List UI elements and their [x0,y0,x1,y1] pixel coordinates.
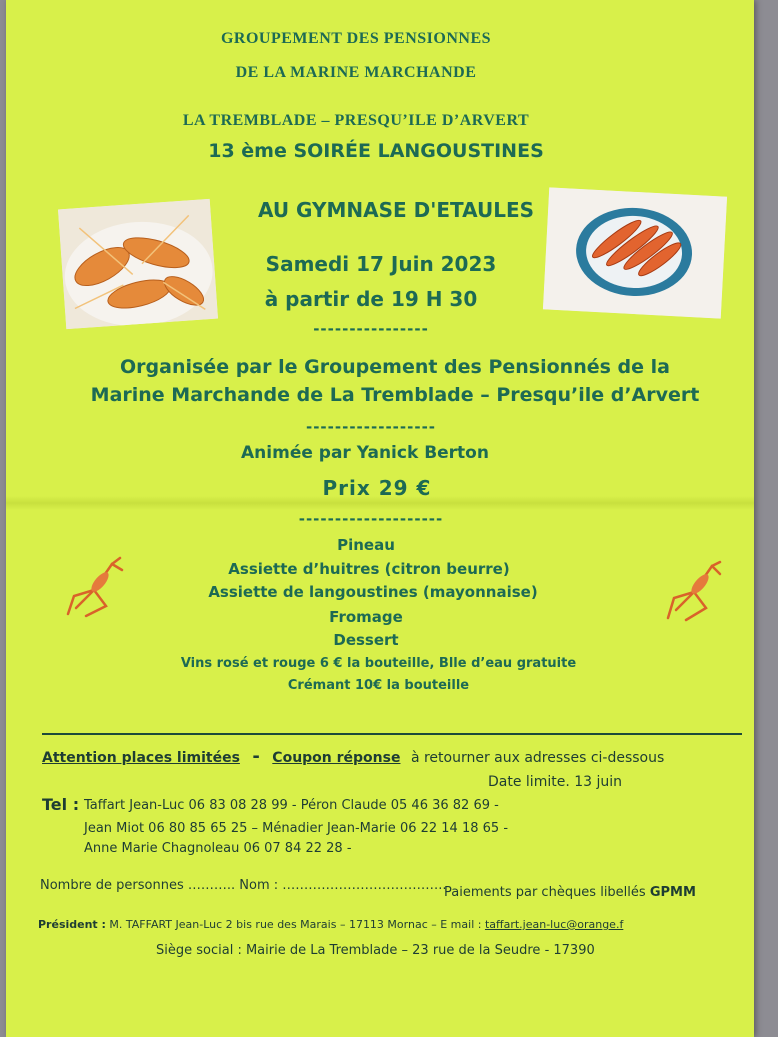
price: Prix 29 € [322,476,432,500]
coupon-separator [42,733,742,735]
header-line-1: GROUPEMENT DES PENSIONNES [220,30,492,47]
separator-2: ------------------ [305,418,437,436]
tel-line-2: Jean Miot 06 80 85 65 25 – Ménadier Jean-Marie 06 22 14 18 65 - [84,821,509,836]
deadline: Date limite. 13 juin [488,774,623,790]
return-text: à retourner aux adresses ci-dessous [410,750,665,766]
tel-line-3: Anne Marie Chagnoleau 06 07 84 22 28 - [84,841,352,856]
wine-line: Vins rosé et rouge 6 € la bouteille, Blle d’eau gratuite [180,656,577,671]
persons-field[interactable]: Nombre de personnes ……….. Nom : ……………………………….. [40,878,447,893]
attention-text: Attention places limitées [42,750,240,766]
flyer-sheet [6,0,754,1037]
dash-separator: - [252,746,260,767]
header-line-2: DE LA MARINE MARCHANDE [235,64,477,81]
payment-note [444,885,696,900]
coupon-label: Coupon réponse [272,750,401,766]
president-line [38,918,623,931]
event-date: Samedi 17 Juin 2023 [265,252,497,276]
president-label: Président : [38,918,106,931]
event-time: à partir de 19 H 30 [264,287,478,311]
header-line-3: LA TREMBLADE – PRESQU’ILE D’ARVERT [182,112,530,129]
cremant-line: Crémant 10€ la bouteille [287,678,470,693]
menu-item: Fromage [329,608,403,626]
langoustine-icon [660,560,722,626]
separator-3: -------------------- [298,510,444,528]
president-text: M. TAFFART Jean-Luc 2 bis rue des Marais – 17113 Mornac – E mail : [109,918,482,931]
payment-bold: GPMM [649,885,696,900]
langoustine-icon [62,556,124,622]
menu-item: Assiette de langoustines (mayonnaise) [208,583,538,601]
tel-line-1: Taffart Jean-Luc 06 83 08 28 99 - Péron Claude 05 46 36 82 69 - [84,798,499,813]
payment-text: Paiements par chèques libellés [444,885,646,900]
organizer-line-2: Marine Marchande de La Tremblade – Presqu’ile d’Arvert [90,384,700,406]
menu-item: Assiette d’huitres (citron beurre) [228,560,510,578]
email-link[interactable]: taffart.jean-luc@orange.f [484,918,624,931]
coupon-header [42,746,664,767]
tel-label: Tel : [42,795,80,814]
organizer-line-1: Organisée par le Groupement des Pensionnés de la [120,356,670,378]
siege-social: Siège social : Mairie de La Tremblade – 23 rue de la Seudre - 17390 [156,943,595,958]
host: Animée par Yanick Berton [241,443,489,463]
menu-item: Pineau [337,536,395,554]
separator-1: ---------------- [313,320,429,338]
menu-item: Dessert [333,631,399,649]
venue: AU GYMNASE D'ETAULES [257,198,535,222]
event-title: 13 ème SOIRÉE LANGOUSTINES [208,140,544,162]
